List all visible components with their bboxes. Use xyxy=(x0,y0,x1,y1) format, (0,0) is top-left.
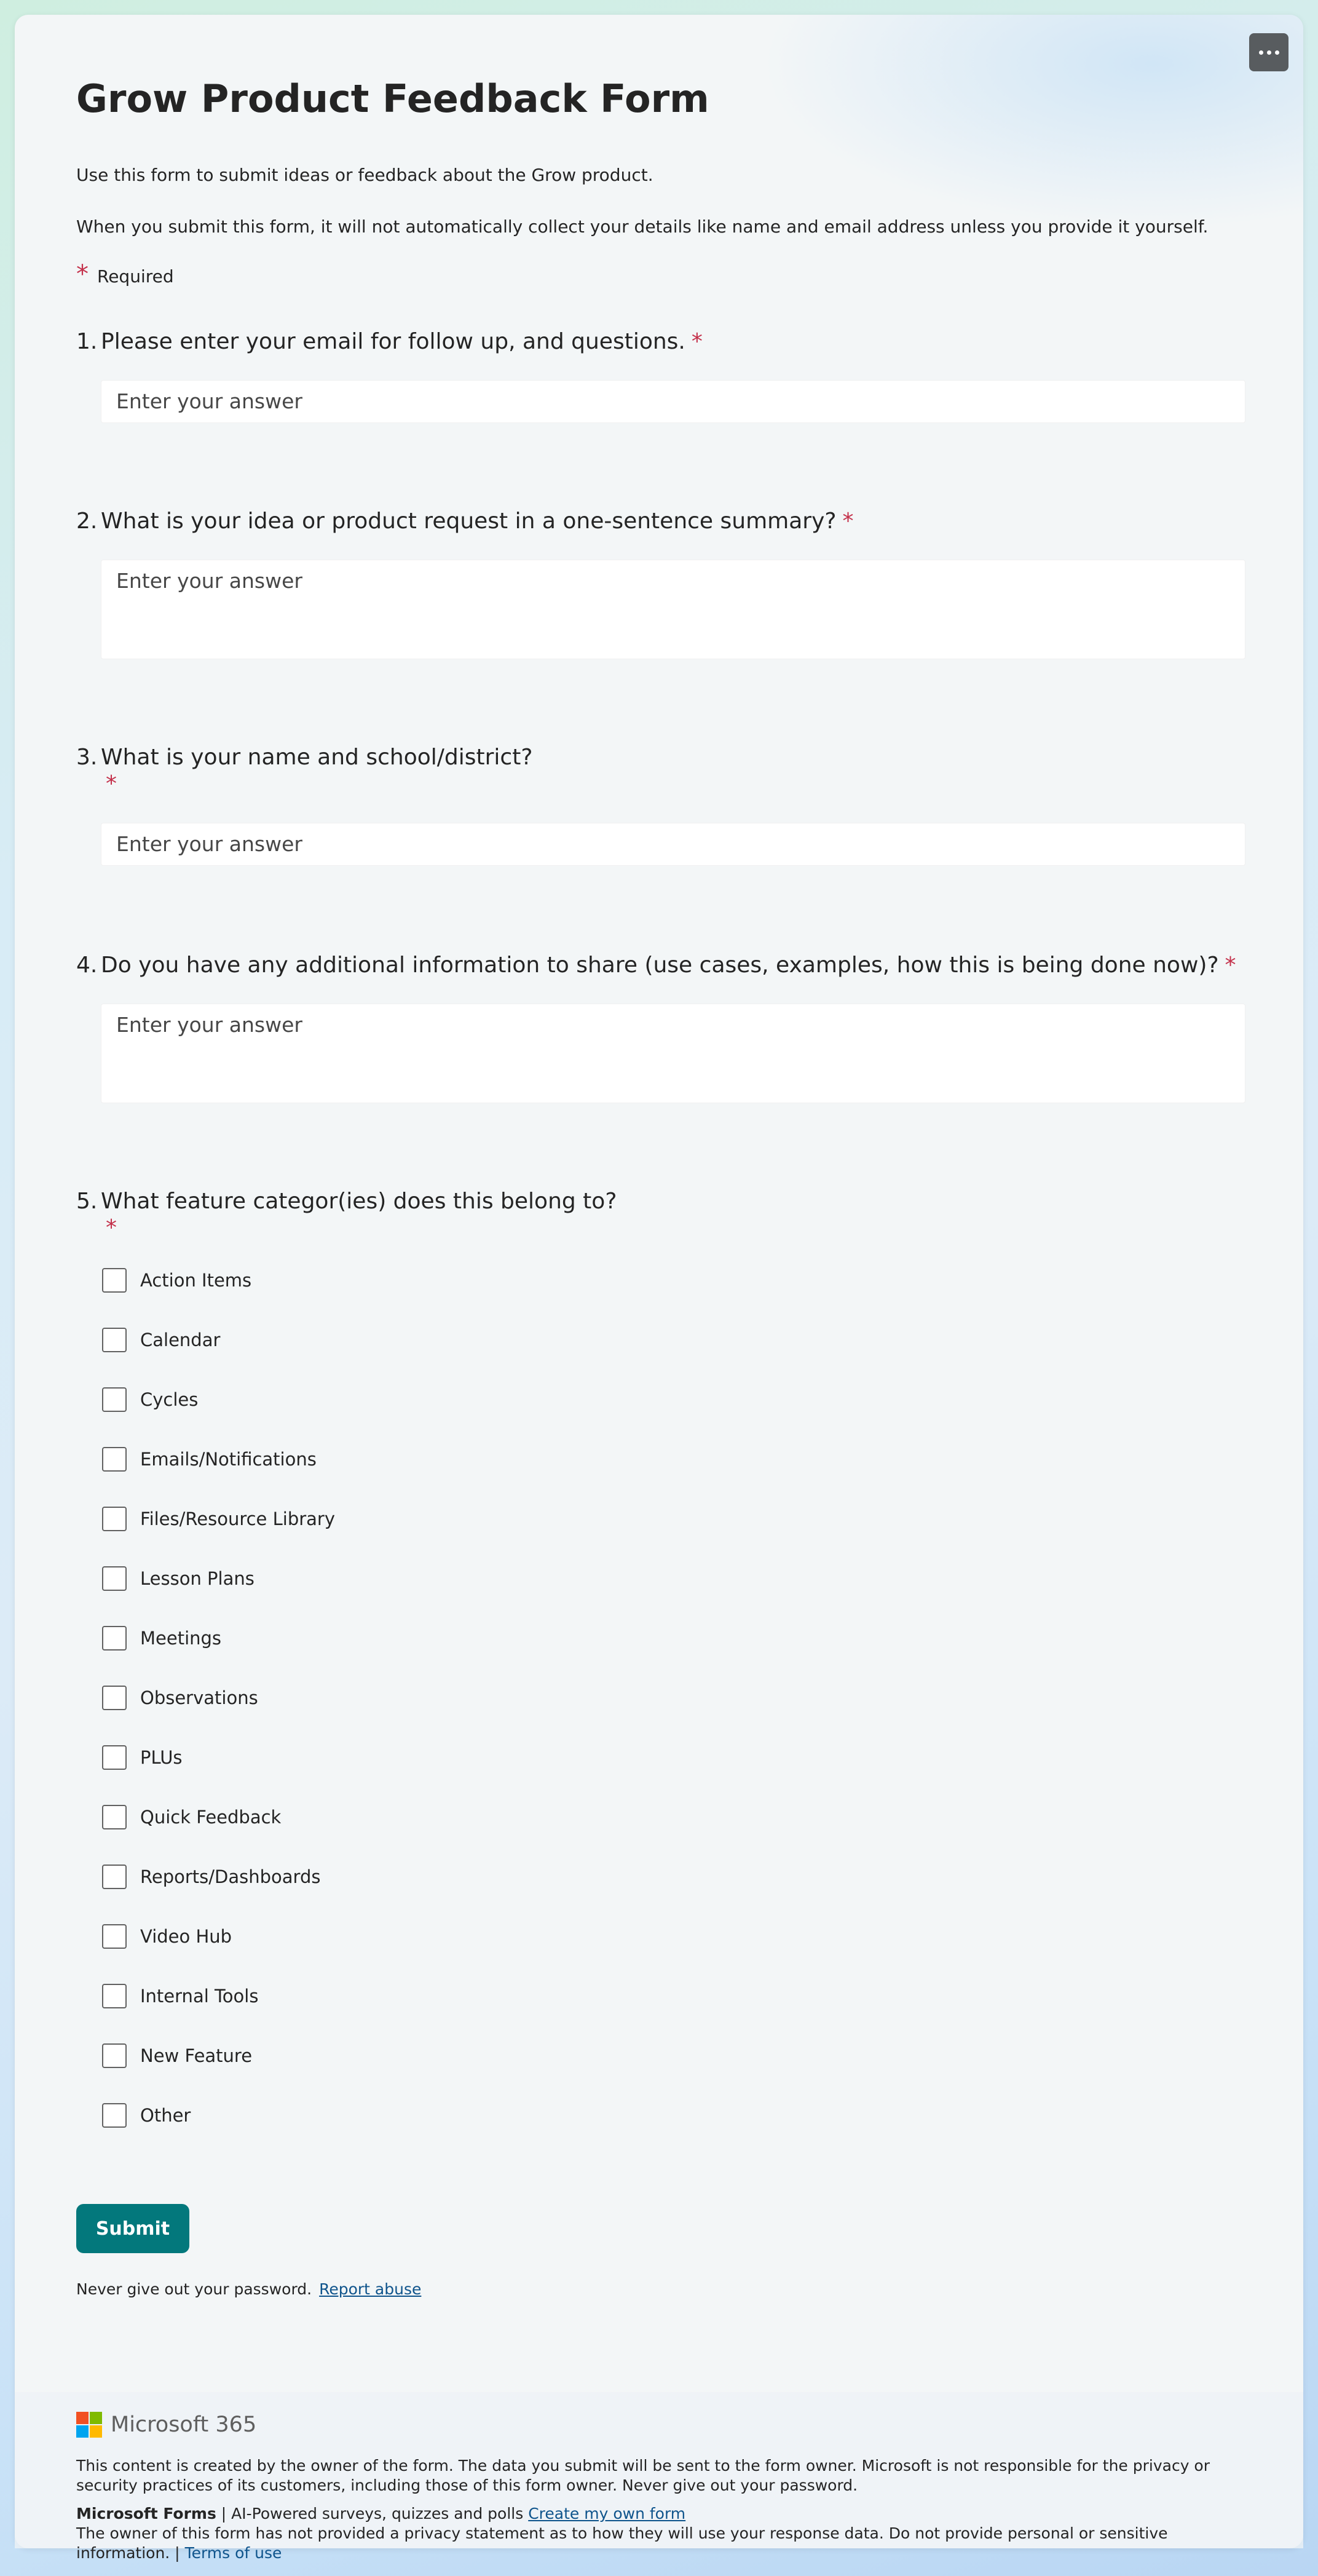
microsoft-logo-icon xyxy=(76,2412,102,2438)
question-number: 3. xyxy=(76,745,98,770)
option-calendar[interactable]: Calendar xyxy=(102,1328,220,1352)
option-plus[interactable]: PLUs xyxy=(102,1745,183,1770)
required-label: Required xyxy=(97,266,174,287)
checkbox[interactable] xyxy=(102,1865,127,1889)
required-star: * xyxy=(76,260,89,288)
create-form-link[interactable]: Create my own form xyxy=(528,2505,686,2522)
question-2 xyxy=(76,507,1244,593)
option-action-items[interactable]: Action Items xyxy=(102,1268,251,1293)
checkbox[interactable] xyxy=(102,2103,127,2128)
option-files-resource-library[interactable]: Files/Resource Library xyxy=(102,1507,335,1531)
option-new-feature[interactable]: New Feature xyxy=(102,2043,252,2068)
option-observations[interactable]: Observations xyxy=(102,1686,258,1710)
form-card xyxy=(15,15,1303,2562)
footer xyxy=(15,2392,1303,2562)
question-text: Please enter your email for follow up, and questions. * xyxy=(101,329,703,354)
option-reports-dashboards[interactable]: Reports/Dashboards xyxy=(102,1865,320,1889)
checkbox[interactable] xyxy=(102,1805,127,1829)
form-description: Use this form to submit ideas or feedback about the Grow product. xyxy=(76,165,653,185)
checkbox[interactable] xyxy=(102,1626,127,1651)
option-internal-tools[interactable]: Internal Tools xyxy=(102,1984,258,2008)
privacy-note: When you submit this form, it will not automatically collect your details like name and email address unless you provide it yourself. xyxy=(76,216,1209,237)
password-note-row xyxy=(76,2280,421,2298)
option-emails-notifications[interactable]: Emails/Notifications xyxy=(102,1447,317,1472)
checkbox[interactable] xyxy=(102,1507,127,1531)
question-text: What is your name and school/district? xyxy=(101,745,533,770)
email-input[interactable]: Enter your answer xyxy=(101,380,1245,423)
terms-of-use-link[interactable]: Terms of use xyxy=(184,2544,282,2562)
footer-forms-line: Microsoft Forms | AI-Powered surveys, quizzes and polls Create my own form xyxy=(76,2505,686,2522)
required-star: * xyxy=(691,329,703,354)
more-icon xyxy=(1259,50,1263,55)
summary-input[interactable]: Enter your answer xyxy=(101,560,1245,659)
required-legend xyxy=(76,262,174,287)
option-cycles[interactable]: Cycles xyxy=(102,1387,198,1412)
required-star: * xyxy=(1225,953,1236,978)
checkbox[interactable] xyxy=(102,1984,127,2008)
question-text: What is your idea or product request in a one-sentence summary? * xyxy=(101,509,854,534)
checkbox[interactable] xyxy=(102,1268,127,1293)
question-5 xyxy=(76,1187,1244,2126)
question-3 xyxy=(76,743,1244,856)
footer-privacy-line: The owner of this form has not provided a privacy statement as to how they will use your response data. Do not provide personal or sensitive information. | Terms of use xyxy=(76,2524,1168,2562)
option-meetings[interactable]: Meetings xyxy=(102,1626,221,1651)
checkbox[interactable] xyxy=(102,1447,127,1472)
checkbox[interactable] xyxy=(102,1566,127,1591)
required-star: * xyxy=(106,1215,117,1240)
brand-name: Microsoft 365 xyxy=(111,2412,257,2437)
question-1 xyxy=(76,327,1244,413)
name-school-input[interactable]: Enter your answer xyxy=(101,823,1245,866)
report-abuse-link[interactable]: Report abuse xyxy=(319,2280,422,2298)
question-number: 5. xyxy=(76,1189,98,1214)
question-text: Do you have any additional information to share (use cases, examples, how this is being done now)? * xyxy=(101,953,1236,978)
submit-button[interactable]: Submit xyxy=(76,2204,189,2253)
required-star: * xyxy=(842,509,854,534)
option-quick-feedback[interactable]: Quick Feedback xyxy=(102,1805,281,1829)
password-note: Never give out your password. xyxy=(76,2280,312,2298)
more-options-button[interactable] xyxy=(1249,33,1288,71)
page-title: Grow Product Feedback Form xyxy=(76,76,709,121)
checkbox[interactable] xyxy=(102,1387,127,1412)
checkbox[interactable] xyxy=(102,2043,127,2068)
checkbox[interactable] xyxy=(102,1745,127,1770)
required-star: * xyxy=(106,771,117,796)
checkbox[interactable] xyxy=(102,1924,127,1949)
question-number: 1. xyxy=(76,329,98,354)
question-number: 2. xyxy=(76,509,98,534)
question-text: What feature categor(ies) does this belong to? xyxy=(101,1189,617,1214)
additional-info-input[interactable]: Enter your answer xyxy=(101,1004,1245,1103)
checkbox[interactable] xyxy=(102,1328,127,1352)
footer-disclaimer: This content is created by the owner of the form. The data you submit will be sent to the form owner. Microsoft is not responsible for the privacy or security practices of its customers, including those of this form owner. Never give out your password. xyxy=(76,2457,1210,2494)
microsoft-365-logo xyxy=(76,2412,256,2438)
question-number: 4. xyxy=(76,953,98,978)
checkbox[interactable] xyxy=(102,1686,127,1710)
option-lesson-plans[interactable]: Lesson Plans xyxy=(102,1566,255,1591)
option-other[interactable]: Other xyxy=(102,2103,191,2128)
question-4 xyxy=(76,951,1244,1037)
option-video-hub[interactable]: Video Hub xyxy=(102,1924,232,1949)
